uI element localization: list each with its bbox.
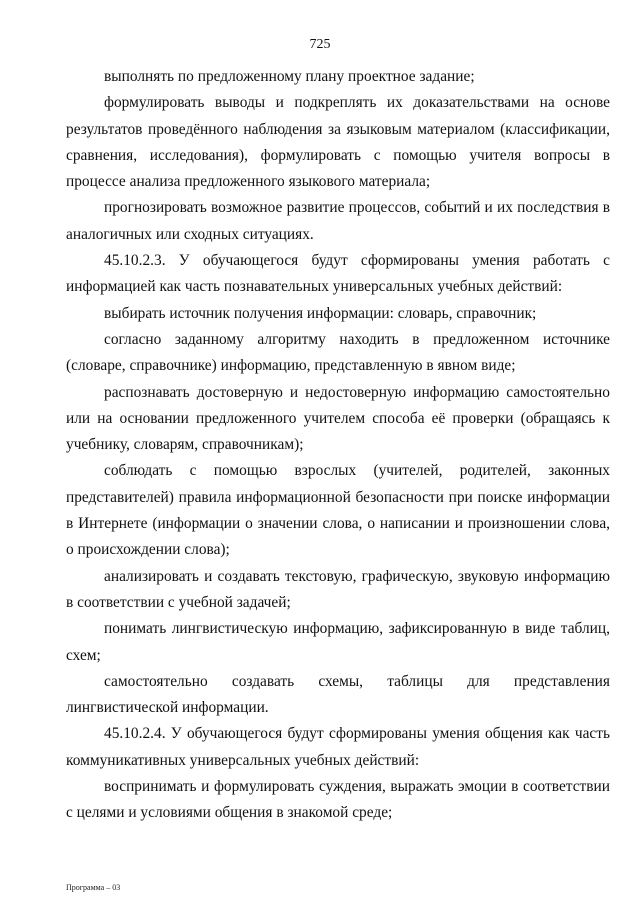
paragraph: анализировать и создавать текстовую, графическую, звуковую информацию в соответствии с учебной задачей; [66, 567, 610, 611]
paragraph: распознавать достоверную и недостоверную информацию самостоятельно или на основании предложенного учителем способа её проверки (обращаясь к учебнику, словарям, справочникам); [66, 383, 610, 454]
paragraph: воспринимать и формулировать суждения, выражать эмоции в соответствии с целями и условиями общения в знакомой среде; [66, 778, 610, 822]
paragraph: выбирать источник получения информации: словарь, справочник; [104, 304, 537, 322]
page-number: 725 [309, 37, 331, 52]
footer-note: Программа – 03 [66, 883, 121, 892]
paragraph: согласно заданному алгоритму находить в предложенном источнике (словаре, справочнике) информацию, представленную в явном виде; [66, 330, 610, 375]
paragraph: формулировать выводы и подкреплять их доказательствами на основе результатов проведённого наблюдения за языковым материалом (классификации, сравнения, исследования), формулировать с помощью учителя вопросы в процессе анализа предложенного языкового материала; [66, 94, 610, 191]
paragraph: выполнять по предложенному плану проектное задание; [104, 68, 475, 85]
section-heading-paragraph: 45.10.2.4. У обучающегося будут сформированы умения общения как часть коммуникативных универсальных учебных действий: [66, 725, 610, 769]
paragraph: понимать лингвистическую информацию, зафиксированную в виде таблиц, схем; [66, 620, 610, 664]
paragraph: самостоятельно создавать схемы, таблицы для представления лингвистической информации. [66, 672, 610, 717]
section-heading-paragraph: 45.10.2.3. У обучающегося будут сформированы умения работать с информацией как часть познавательных универсальных учебных действий: [66, 252, 610, 296]
paragraph: соблюдать с помощью взрослых (учителей, родителей, законных представителей) правила информационной безопасности при поиске информации в Интернете (информации о значении слова, о написании и произношении слова, о происхождении слова); [66, 462, 610, 559]
document-body [66, 64, 610, 827]
paragraph: прогнозировать возможное развитие процессов, событий и их последствия в аналогичных или сходных ситуациях. [66, 199, 610, 243]
